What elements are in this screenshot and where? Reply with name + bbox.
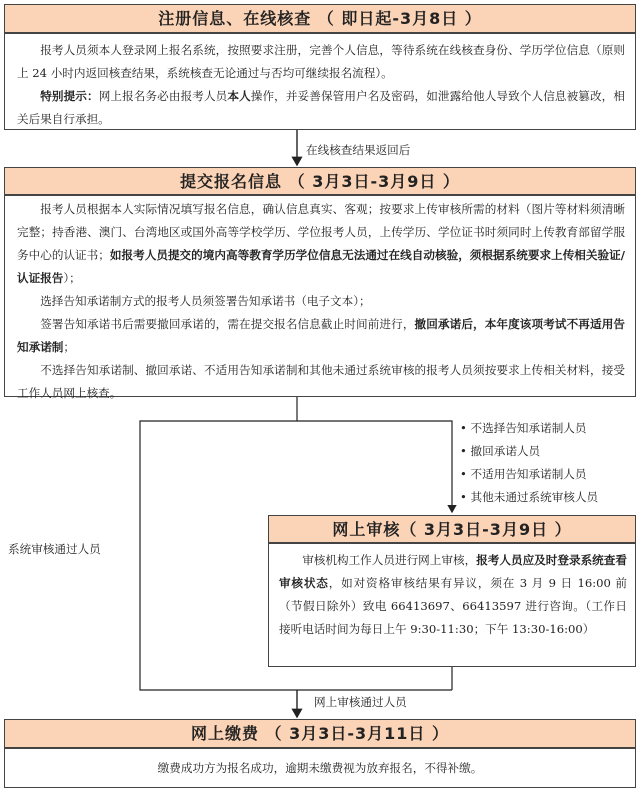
step4-title: 网上缴费 （ 3月3日-3月11日 ） — [4, 719, 636, 748]
step1-paragraph-2: 特别提示：网上报名务必由报考人员本人操作，并妥善保管用户名及密码，如泄露给他人导致个人信息被篡改，相关后果自行承担。 — [17, 89, 625, 126]
branch-item-3: • 不适用告知承诺制人员 — [460, 467, 587, 481]
branch-item-4: • 其他未通过系统审核人员 — [460, 490, 599, 504]
arrow3-label: 网上审核通过人员 — [314, 695, 407, 709]
step3-paragraph: 审核机构工作人员进行网上审核，报考人员应及时登录系统查看审核状态，如对资格审核结果有异议，须在 3 月 9 日 16:00 前（节假日除外）致电 66413697、66413597 进行咨询。（工作日接听电话时间为每日上午 9:30-11:30；下午 13:30-16:00） — [279, 553, 627, 636]
arrow1-label: 在线核查结果返回后 — [306, 143, 411, 157]
step2-paragraph-1: 报考人员根据本人实际情况填写报名信息，确认信息真实、客观；按要求上传审核所需的材料（图片等材料须清晰完整；持香港、澳门、台湾地区或国外高等学校学历、学位报考人员，上传学历、学位证书时须同时上传教育部留学服务中心的认证书；如报考人员提交的境内高等教育学历学位信息无法通过在线自动核验，须根据系统要求上传相关验证/认证报告）； — [17, 202, 625, 285]
branch-item-1: • 不选择告知承诺制人员 — [460, 421, 587, 435]
step3-title: 网上审核（ 3月3日-3月9日 ） — [268, 515, 636, 543]
step2-paragraph-4: 不选择告知承诺制、撤回承诺、不适用告知承诺制和其他未通过系统审核的报考人员须按要求上传相关材料，接受工作人员网上核查。 — [17, 363, 625, 400]
step2-title: 提交报名信息 （ 3月3日-3月9日 ） — [4, 167, 636, 195]
step2-paragraph-2: 选择告知承诺制方式的报考人员须签署告知承诺书（电子文本）； — [40, 294, 371, 308]
special-note-label: 特别提示： — [40, 89, 99, 103]
step2-paragraph-3: 签署告知承诺书后需要撤回承诺的，需在提交报名信息截止时间前进行，撤回承诺后，本年度该项考试不再适用告知承诺制； — [17, 317, 625, 354]
step4-text: 缴费成功方为报名成功，逾期未缴费视为放弃报名，不得补缴。 — [157, 761, 483, 775]
branch-item-2: • 撤回承诺人员 — [460, 444, 541, 458]
right-branch-line — [297, 421, 452, 512]
left-branch-line — [140, 397, 297, 690]
step1-title: 注册信息、在线核查 （ 即日起-3月8日 ） — [4, 4, 636, 33]
step1-paragraph-1: 报考人员须本人登录网上报名系统，按照要求注册，完善个人信息，等待系统在线核查身份、学历学位信息（原则上 24 小时内返回核查结果，系统核查无论通过与否均可继续报名流程）。 — [17, 43, 625, 80]
left-branch-label: 系统审核通过人员 — [8, 542, 101, 556]
